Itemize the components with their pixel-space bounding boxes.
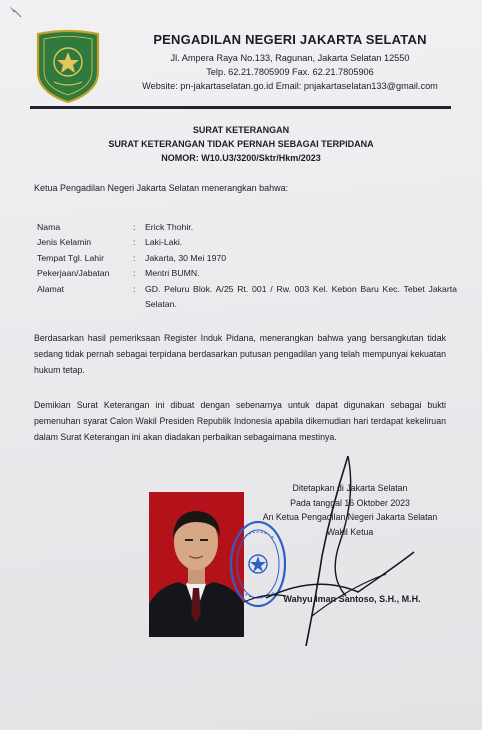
court-website: Website: pn-jakartaselatan.go.id Email: pnjakartaselatan133@gmail.com [142, 81, 438, 91]
field-value: Erick Thohir. [145, 222, 194, 232]
document-titles [0, 123, 482, 165]
field-separator: : [133, 252, 136, 263]
document-subtitle: SURAT KETERANGAN TIDAK PERNAH SEBAGAI TERPIDANA [108, 139, 374, 149]
signer-name: Wahyu Iman Santoso, S.H., M.H. [283, 594, 421, 604]
court-name: PENGADILAN NEGERI JAKARTA SELATAN [153, 32, 427, 47]
field-row [37, 220, 457, 235]
field-label: Pekerjaan/Jabatan [37, 268, 110, 279]
field-label: Jenis Kelamin [37, 237, 92, 248]
field-row [37, 266, 457, 281]
field-value: GD. Peluru Blok. A/25 Rt. 001 / Rw. 003 Kel. Kebon Baru Kec. Tebet Jakarta Selatan. [145, 283, 457, 310]
field-label: Nama [37, 222, 61, 232]
document-title: SURAT KETERANGAN [192, 125, 290, 135]
field-value: Laki-Laki. [145, 237, 183, 248]
field-label: Alamat [37, 283, 65, 294]
field-separator: : [133, 268, 136, 279]
field-separator: : [133, 222, 136, 232]
field-row [37, 282, 457, 313]
issue-place: Ditetapkan di Jakarta Selatan [292, 483, 408, 493]
statement-paragraph: Berdasarkan hasil pemeriksaan Register Induk Pidana, menerangkan bahwa yang bersangkutan tidak sedang tidak pernah sebagai terpidana berdasarkan putusan pengadilan yang telah mempunyai kekuatan hukum tetap. [34, 333, 446, 375]
field-row [37, 251, 457, 266]
court-phone: Telp. 62.21.7805909 Fax. 62.21.7805906 [206, 67, 374, 77]
field-value: Mentri BUMN. [145, 268, 200, 279]
closing-paragraph: Demikian Surat Keterangan ini dibuat dengan sebenarnya untuk dapat digunakan sebagai bukti pemenuhan syarat Calon Wakil Presiden Republik Indonesia apabila dikemudian hari terdapat kekeliruan dalam Surat Keterangan ini akan diadakan perbaikan sebagaimana mestinya. [34, 400, 446, 442]
document-number: NOMOR: W10.U3/3200/Sktr/Hkm/2023 [161, 153, 321, 163]
issue-date: Pada tanggal 16 Oktober 2023 [290, 497, 410, 508]
field-row [37, 235, 457, 250]
on-behalf-of: An Ketua Pengadilan Negeri Jakarta Selatan [262, 512, 438, 522]
handwritten-signature-icon [236, 446, 436, 666]
letterhead [110, 30, 470, 93]
personal-details [37, 220, 457, 312]
court-emblem-icon [34, 28, 102, 104]
signer-position: Wakil Ketua [326, 526, 374, 537]
field-value: Jakarta, 30 Mei 1970 [145, 252, 227, 263]
intro-text: Ketua Pengadilan Negeri Jakarta Selatan menerangkan bahwa: [34, 183, 289, 193]
pin-icon [6, 2, 24, 20]
court-address: Jl. Ampera Raya No.133, Ragunan, Jakarta Selatan 12550 [170, 53, 410, 63]
field-separator: : [133, 237, 136, 248]
field-label: Tempat Tgl. Lahir [37, 252, 104, 263]
field-separator: : [133, 283, 136, 294]
letterhead-divider [30, 106, 451, 109]
